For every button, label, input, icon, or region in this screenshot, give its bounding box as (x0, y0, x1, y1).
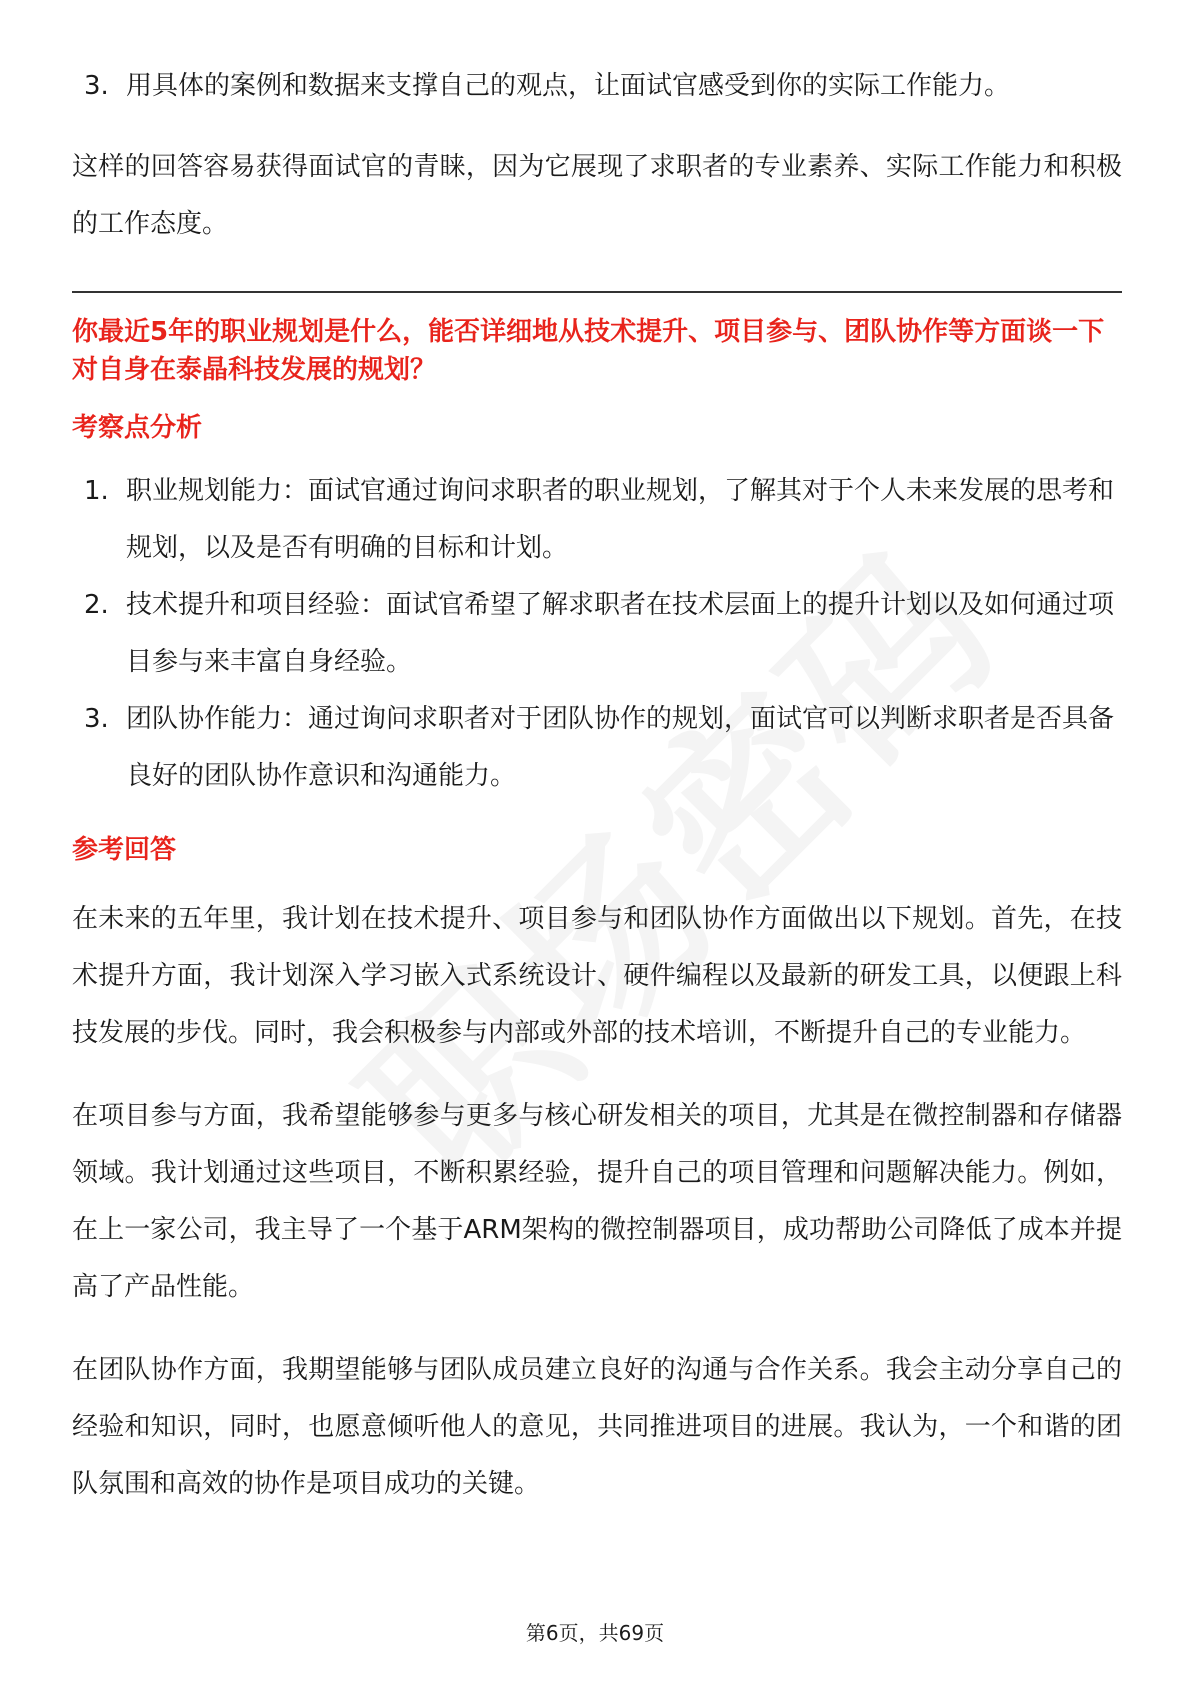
list-item-text: 职业规划能力：面试官通过询问求职者的职业规划，了解其对于个人未来发展的思考和规划，以及是否有明确的目标和计划。 (126, 476, 1115, 563)
analysis-list (72, 463, 1122, 805)
analysis-heading: 考察点分析 (72, 413, 203, 443)
answer-paragraph: 在团队协作方面，我期望能够与团队成员建立良好的沟通与合作关系。我会主动分享自己的经验和知识，同时，也愿意倾听他人的意见，共同推进项目的进展。我认为，一个和谐的团队氛围和高效的协作是项目成功的关键。 (72, 1355, 1122, 1499)
list-item (72, 463, 1122, 577)
list-item (72, 577, 1122, 691)
interview-question: 你最近5年的职业规划是什么，能否详细地从技术提升、项目参与、团队协作等方面谈一下对自身在泰晶科技发展的规划？ (72, 317, 1105, 385)
list-item-number: 3. (84, 704, 109, 734)
list-item-text: 技术提升和项目经验：面试官希望了解求职者在技术层面上的提升计划以及如何通过项目参与来丰富自身经验。 (126, 590, 1115, 677)
page-number-footer: 第6页，共69页 (525, 1621, 665, 1645)
summary-paragraph: 这样的回答容易获得面试官的青睐，因为它展现了求职者的专业素养、实际工作能力和积极的工作态度。 (72, 152, 1122, 239)
answer-heading: 参考回答 (72, 835, 177, 865)
list-item-number: 1. (84, 476, 109, 506)
list-item-number: 2. (84, 590, 109, 620)
list-item (72, 58, 1122, 115)
top-list (72, 58, 1122, 115)
list-item-text: 用具体的案例和数据来支撑自己的观点，让面试官感受到你的实际工作能力。 (126, 71, 1011, 101)
list-item-text: 团队协作能力：通过询问求职者对于团队协作的规划，面试官可以判断求职者是否具备良好的团队协作意识和沟通能力。 (126, 704, 1115, 791)
list-item-number: 3. (84, 71, 109, 101)
answer-paragraph: 在未来的五年里，我计划在技术提升、项目参与和团队协作方面做出以下规划。首先，在技术提升方面，我计划深入学习嵌入式系统设计、硬件编程以及最新的研发工具，以便跟上科技发展的步伐。同时，我会积极参与内部或外部的技术培训，不断提升自己的专业能力。 (72, 904, 1122, 1048)
list-item (72, 691, 1122, 805)
answer-paragraph: 在项目参与方面，我希望能够参与更多与核心研发相关的项目，尤其是在微控制器和存储器领域。我计划通过这些项目，不断积累经验，提升自己的项目管理和问题解决能力。例如，在上一家公司，我主导了一个基于ARM架构的微控制器项目，成功帮助公司降低了成本并提高了产品性能。 (72, 1101, 1122, 1302)
page-content (72, 58, 1122, 1513)
section-divider (72, 291, 1122, 293)
